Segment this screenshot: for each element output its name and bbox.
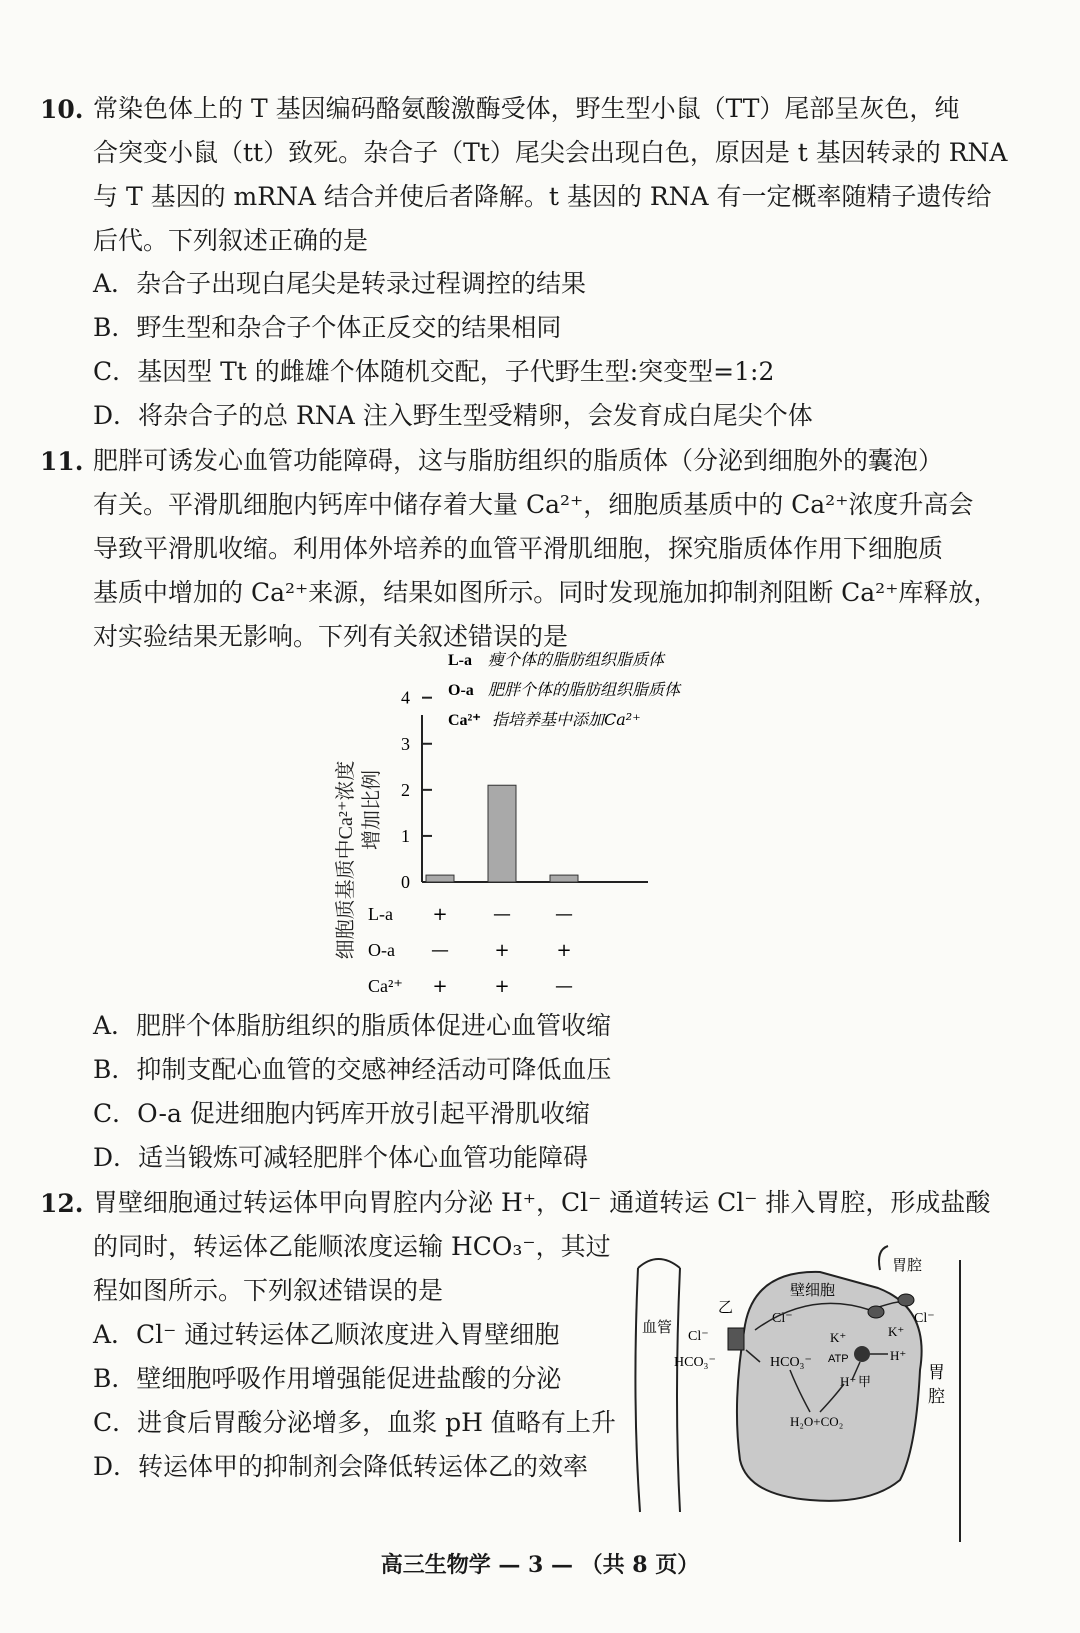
y-tick-label: 1	[401, 825, 410, 846]
question-12-line-1: 胃壁细胞通过转运体甲向胃腔内分泌 H⁺，Cl⁻ 通道转运 Cl⁻ 排入胃腔，形成盐酸	[93, 1188, 991, 1217]
lumen-side-label-1: 胃	[928, 1363, 945, 1383]
legend-key-oa: O-a	[448, 682, 474, 699]
legend-key-la: L-a	[448, 652, 472, 669]
calcium-bar-chart	[330, 650, 750, 1040]
row-sign: +	[494, 940, 510, 961]
chart-ylabel-1: 细胞质基质中Ca²⁺浓度	[335, 760, 357, 960]
bar-2	[488, 785, 516, 882]
transporter-a	[854, 1346, 870, 1362]
y-tick-label: 4	[401, 687, 410, 708]
row-sign: —	[431, 940, 449, 961]
bar-1	[426, 875, 454, 882]
row-sign: +	[494, 976, 510, 997]
question-11-line-5: 对实验结果无影响。下列有关叙述错误的是	[93, 622, 569, 651]
h-inside: H⁺	[840, 1374, 857, 1389]
question-10-option-d: D．将杂合子的总 RNA 注入野生型受精卵，会发育成白尾尖个体	[93, 401, 813, 430]
vessel-outline	[635, 1259, 680, 1512]
cl-outside: Cl⁻	[688, 1329, 709, 1344]
hco3-outside: HCO₃⁻	[674, 1355, 716, 1370]
question-11-option-c: C．O-a 促进细胞内钙库开放引起平滑肌收缩	[93, 1099, 590, 1128]
question-11-line-1: 肥胖可诱发心血管功能障碍，这与脂肪组织的脂质体（分泌到细胞外的囊泡）	[93, 446, 944, 475]
cl-channel	[898, 1294, 914, 1306]
chart-ylabel-2: 增加比例	[361, 770, 383, 850]
row-sign: —	[493, 904, 511, 925]
row-sign: +	[432, 904, 448, 925]
bar-3	[550, 875, 578, 882]
k-channel	[868, 1306, 884, 1318]
legend-text-oa: 肥胖个体的脂肪组织脂质体	[488, 680, 681, 699]
page-footer: 高三生物学 — 3 — （共 8 页）	[380, 1552, 700, 1578]
question-12-option-a: A．Cl⁻ 通过转运体乙顺浓度进入胃壁细胞	[93, 1320, 560, 1349]
question-10-line-2: 合突变小鼠（tt）致死。杂合子（Tt）尾尖会出现白色，原因是 t 基因转录的 RNA	[93, 138, 1008, 167]
question-10-line-3: 与 T 基因的 mRNA 结合并使后者降解。t 基因的 RNA 有一定概率随精子遗传给	[93, 182, 992, 211]
row-sign: —	[555, 904, 573, 925]
legend-text-la: 瘦个体的脂肪组织脂质体	[488, 650, 665, 669]
y-tick-label: 2	[401, 779, 410, 800]
question-12-line-3: 程如图所示。下列叙述错误的是	[93, 1276, 444, 1305]
question-11-line-2: 有关。平滑肌细胞内钙库中储存着大量 Ca²⁺，细胞质基质中的 Ca²⁺浓度升高会	[93, 490, 974, 519]
hco3-inside: HCO₃⁻	[770, 1355, 812, 1370]
question-11-line-4: 基质中增加的 Ca²⁺来源，结果如图所示。同时发现施加抑制剂阻断 Ca²⁺库释放，	[93, 578, 999, 607]
lumen-neck	[879, 1246, 888, 1270]
question-10-number: 10.	[40, 95, 84, 124]
question-11-option-b: B．抑制支配心血管的交感神经活动可降低血压	[93, 1055, 612, 1084]
question-10-option-b: B．野生型和杂合子个体正反交的结果相同	[93, 313, 562, 342]
y-tick-label: 3	[401, 733, 410, 754]
legend-text-ca: 指培养基中添加Ca²⁺	[492, 710, 641, 729]
row-sign: +	[556, 940, 572, 961]
transporter-b-label: 乙	[718, 1298, 734, 1316]
lumen-label: 胃腔	[892, 1256, 923, 1274]
question-10-line-4: 后代。下列叙述正确的是	[93, 226, 369, 255]
question-12-option-d: D．转运体甲的抑制剂会降低转运体乙的效率	[93, 1452, 589, 1481]
question-11-option-a: A．肥胖个体脂肪组织的脂质体促进心血管收缩	[93, 1011, 612, 1040]
question-11-option-d: D．适当锻炼可减轻肥胖个体心血管功能障碍	[93, 1143, 589, 1172]
question-10-line-1: 常染色体上的 T 基因编码酪氨酸激酶受体，野生型小鼠（TT）尾部呈灰色，纯	[93, 94, 960, 123]
cl-inside: Cl⁻	[772, 1311, 793, 1326]
question-12-number: 12.	[40, 1189, 84, 1218]
k-inside: K⁺	[830, 1330, 847, 1345]
row-sign: +	[432, 976, 448, 997]
vessel-label: 血管	[642, 1318, 673, 1336]
atp-label: ATP	[828, 1353, 849, 1365]
cl-lumen: Cl⁻	[914, 1311, 935, 1326]
question-12-line-2: 的同时，转运体乙能顺浓度运输 HCO₃⁻，其过	[93, 1232, 611, 1261]
h-lumen: H⁺	[890, 1348, 907, 1363]
transporter-a-label: 甲	[858, 1375, 872, 1390]
question-12-option-c: C．进食后胃酸分泌增多，血浆 pH 值略有上升	[93, 1408, 616, 1437]
question-10-option-c: C．基因型 Tt 的雌雄个体随机交配，子代野生型:突变型=1:2	[93, 357, 775, 386]
question-11-line-3: 导致平滑肌收缩。利用体外培养的血管平滑肌细胞，探究脂质体作用下细胞质	[93, 534, 944, 563]
question-10-option-a: A．杂合子出现白尾尖是转录过程调控的结果	[93, 269, 587, 298]
legend-key-ca: Ca²⁺	[448, 712, 481, 729]
lumen-side-label-2: 腔	[928, 1387, 945, 1407]
cell-body	[737, 1272, 922, 1501]
row-label: L-a	[368, 904, 393, 924]
row-label: Ca²⁺	[368, 976, 403, 996]
h2o-co2-label: H₂O+CO₂	[790, 1414, 844, 1429]
row-label: O-a	[368, 940, 395, 960]
parietal-cell-diagram	[630, 1250, 1010, 1550]
question-11-number: 11.	[40, 447, 84, 476]
cell-label: 壁细胞	[790, 1281, 836, 1299]
question-12-option-b: B．壁细胞呼吸作用增强能促进盐酸的分泌	[93, 1364, 562, 1393]
k-lumen: K⁺	[888, 1324, 905, 1339]
y-tick-label: 0	[401, 872, 410, 892]
transporter-b	[728, 1328, 744, 1350]
row-sign: —	[555, 976, 573, 997]
